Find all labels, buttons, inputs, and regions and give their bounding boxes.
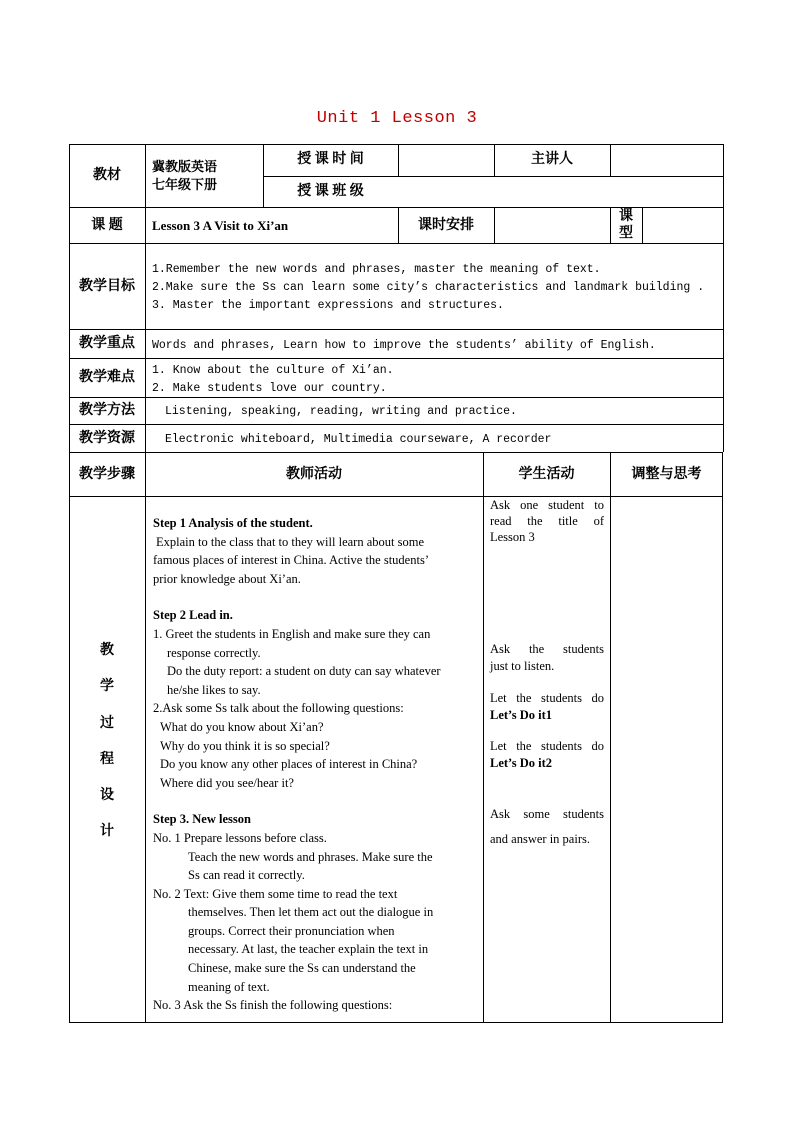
- process-label-char: 计: [100, 824, 114, 839]
- document-title: Unit 1 Lesson 3: [316, 109, 478, 128]
- question-line: Do you know any other places of interest in China?: [160, 757, 418, 772]
- text-line: Let the students do: [490, 691, 604, 705]
- text-line: just to listen.: [490, 659, 555, 673]
- process-label-char: 教: [100, 643, 114, 658]
- text-line: famous places of interest in China. Active the students’: [153, 553, 429, 568]
- step3-title: Step 3. New lesson: [153, 812, 251, 827]
- text-line: No. 1 Prepare lessons before class.: [153, 830, 327, 845]
- objectives-label: 教学目标: [79, 279, 135, 294]
- text-line: Let’s Do it2: [490, 756, 553, 770]
- question-line: What do you know about Xi’an?: [160, 719, 324, 734]
- objective-line: 1.Remember the new words and phrases, master the meaning of text.: [152, 263, 601, 276]
- process-label-char: 设: [100, 788, 114, 803]
- text-line: themselves. Then let them act out the dialogue in: [188, 905, 434, 920]
- material-value-line1: 冀教版英语: [152, 159, 218, 174]
- text-line: Let’s Do it1: [490, 708, 553, 722]
- student-activity: [490, 641, 604, 675]
- process-label-char: 过: [100, 716, 114, 731]
- text-line: Ss can read it correctly.: [188, 868, 305, 883]
- text-line: and answer in pairs.: [490, 832, 590, 846]
- key-points-label: 教学重点: [79, 336, 135, 351]
- difficulty-line: 1. Know about the culture of Xi’an.: [152, 364, 394, 377]
- text-line: No. 2 Text: Give them some time to read the text: [153, 886, 398, 901]
- resources-label: 教学资源: [79, 431, 135, 446]
- type-label: 课 型: [619, 209, 633, 241]
- student-activity: [490, 802, 604, 852]
- material-label: 教材: [93, 168, 121, 183]
- student-activity: [490, 738, 604, 772]
- text-line: groups. Correct their pronunciation when: [188, 923, 395, 938]
- text-line: Lesson 3: [490, 530, 535, 544]
- text-line: read the title of: [490, 514, 604, 528]
- step1-title: Step 1 Analysis of the student.: [153, 516, 313, 530]
- text-line: Do the duty report: a student on duty can say whatever: [167, 664, 441, 679]
- student-activity-header: 学生活动: [518, 467, 575, 482]
- student-activities: [490, 497, 604, 545]
- student-activity: [490, 690, 604, 724]
- steps-header: 教学步骤: [79, 467, 135, 482]
- adjust-header: 调整与思考: [631, 467, 702, 482]
- text-line: prior knowledge about Xi’an.: [153, 571, 301, 586]
- methods-label: 教学方法: [79, 403, 135, 418]
- text-line: Let the students do: [490, 739, 604, 753]
- topic-label: 课 题: [91, 218, 123, 233]
- text-line: Teach the new words and phrases. Make sure the: [188, 849, 433, 864]
- question-line: Where did you see/hear it?: [160, 775, 294, 790]
- text-line: Chinese, make sure the Ss can understand the: [188, 961, 416, 976]
- difficulties-label: 教学难点: [79, 370, 135, 385]
- text-line: No. 3 Ask the Ss finish the following questions:: [153, 998, 393, 1013]
- text-line: response correctly.: [167, 645, 261, 660]
- time-label: 授 课 时 间: [297, 152, 364, 167]
- teacher-activity-header: 教师活动: [286, 467, 342, 482]
- key-points-value: Words and phrases, Learn how to improve the students’ ability of English.: [152, 339, 656, 352]
- text-line: Explain to the class that to they will learn about some: [156, 534, 424, 549]
- class-label: 授 课 班 级: [297, 184, 364, 199]
- text-line: 2.Ask some Ss talk about the following questions:: [153, 701, 404, 716]
- text-line: Ask one student to: [490, 498, 604, 512]
- resources-value: Electronic whiteboard, Multimedia courseware, A recorder: [165, 433, 552, 446]
- text-line: meaning of text.: [188, 979, 270, 994]
- objective-line: 2.Make sure the Ss can learn some city’s characteristics and landmark building .: [152, 281, 705, 294]
- text-line: Ask the students: [490, 642, 604, 656]
- process-label-char: 程: [100, 752, 114, 767]
- step2-title: Step 2 Lead in.: [153, 608, 233, 623]
- speaker-label: 主讲人: [531, 152, 573, 167]
- schedule-label: 课时安排: [418, 218, 474, 233]
- objective-line: 3. Master the important expressions and structures.: [152, 299, 504, 312]
- text-line: necessary. At last, the teacher explain the text in: [188, 942, 429, 957]
- topic-value: Lesson 3 A Visit to Xi’an: [152, 218, 289, 233]
- text-line: Ask some students: [490, 807, 604, 821]
- methods-value: Listening, speaking, reading, writing and practice.: [165, 405, 517, 418]
- teacher-activities: [153, 514, 478, 1015]
- question-line: Why do you think it is so special?: [160, 738, 330, 753]
- difficulty-line: 2. Make students love our country.: [152, 382, 387, 395]
- text-line: he/she likes to say.: [167, 682, 261, 697]
- text-line: 1. Greet the students in English and make sure they can: [153, 626, 431, 641]
- material-value-line2: 七年级下册: [152, 177, 218, 192]
- process-label-char: 学: [100, 679, 114, 694]
